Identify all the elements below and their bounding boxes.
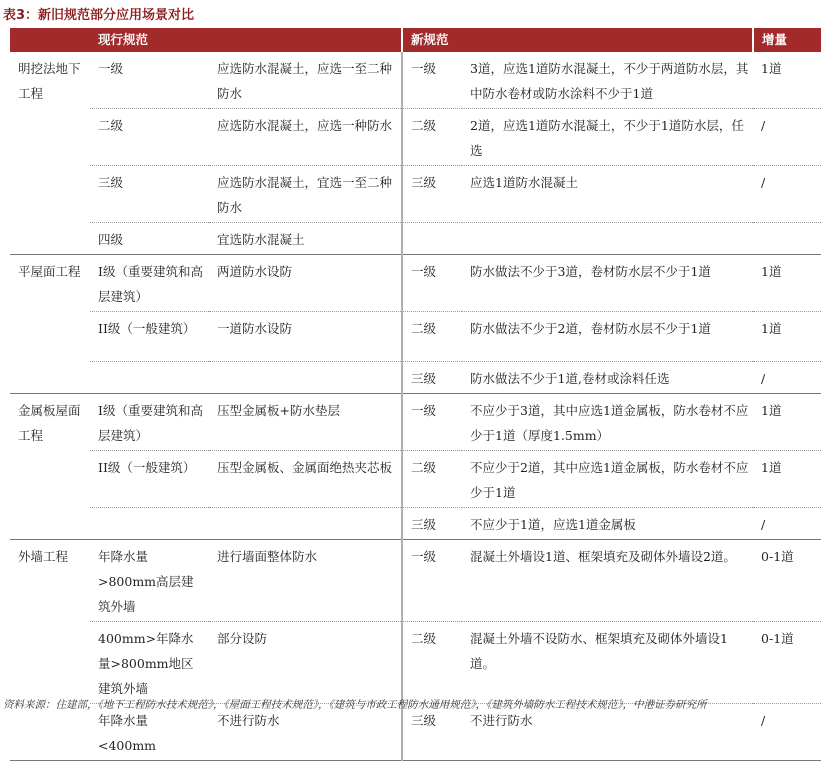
- new-desc-cell: 2道，应选1道防水混凝土，不少于1道防水层，任选: [462, 109, 753, 166]
- table-row: [10, 622, 821, 704]
- table-body: [10, 52, 821, 761]
- header-increment: 增量: [753, 28, 821, 52]
- current-level-cell: 三级: [90, 166, 209, 223]
- current-desc-cell: 应选防水混凝土，应选一种防水: [209, 109, 402, 166]
- new-level-cell: 一级: [402, 52, 462, 109]
- table-row: [10, 540, 821, 622]
- new-desc-cell: 混凝土外墙不设防水、框架填充及砌体外墙设1道。: [462, 622, 753, 704]
- current-desc-cell: [209, 508, 402, 540]
- increment-cell: 1道: [753, 255, 821, 312]
- current-desc-cell: 部分设防: [209, 622, 402, 704]
- table-row: [10, 362, 821, 394]
- increment-cell: 0-1道: [753, 540, 821, 622]
- new-level-cell: 三级: [402, 704, 462, 761]
- new-level-cell: 一级: [402, 540, 462, 622]
- new-desc-cell: 应选1道防水混凝土: [462, 166, 753, 223]
- current-level-cell: 400mm>年降水量>800mm地区建筑外墙: [90, 622, 209, 704]
- table-row: [10, 109, 821, 166]
- current-level-cell: I级（重要建筑和高层建筑）: [90, 394, 209, 451]
- new-desc-cell: 3道，应选1道防水混凝土，不少于两道防水层，其中防水卷材或防水涂料不少于1道: [462, 52, 753, 109]
- table-row: [10, 394, 821, 451]
- current-desc-cell: 压型金属板+防水垫层: [209, 394, 402, 451]
- new-level-cell: 二级: [402, 622, 462, 704]
- current-desc-cell: 宜选防水混凝土: [209, 223, 402, 255]
- category-cell: 金属板屋面工程: [10, 394, 90, 540]
- increment-cell: 1道: [753, 52, 821, 109]
- new-desc-cell: 防水做法不少于1道,卷材或涂料任选: [462, 362, 753, 394]
- increment-cell: /: [753, 109, 821, 166]
- new-level-cell: [402, 223, 462, 255]
- new-desc-cell: 防水做法不少于3道，卷材防水层不少于1道: [462, 255, 753, 312]
- current-level-cell: 年降水量>800mm高层建筑外墙: [90, 540, 209, 622]
- new-level-cell: 一级: [402, 255, 462, 312]
- category-cell: 平屋面工程: [10, 255, 90, 394]
- table-row: [10, 508, 821, 540]
- header-current-spec: 现行规范: [90, 28, 402, 52]
- current-level-cell: [90, 362, 209, 394]
- current-desc-cell: 应选防水混凝土，宜选一至二种防水: [209, 166, 402, 223]
- current-level-cell: II级（一般建筑）: [90, 312, 209, 362]
- current-desc-cell: 压型金属板、金属面绝热夹芯板: [209, 451, 402, 508]
- table-row: [10, 312, 821, 362]
- new-level-cell: 三级: [402, 508, 462, 540]
- header-new-spec: 新规范: [402, 28, 753, 52]
- table-row: [10, 223, 821, 255]
- current-level-cell: 四级: [90, 223, 209, 255]
- new-desc-cell: 不进行防水: [462, 704, 753, 761]
- table-row: [10, 451, 821, 508]
- comparison-table: [10, 28, 821, 761]
- new-level-cell: 二级: [402, 451, 462, 508]
- table-title: 表3：新旧规范部分应用场景对比: [3, 8, 195, 23]
- header-blank: [10, 28, 90, 52]
- current-desc-cell: 两道防水设防: [209, 255, 402, 312]
- new-desc-cell: 防水做法不少于2道，卷材防水层不少于1道: [462, 312, 753, 362]
- current-level-cell: 二级: [90, 109, 209, 166]
- new-level-cell: 二级: [402, 109, 462, 166]
- increment-cell: 1道: [753, 451, 821, 508]
- new-level-cell: 二级: [402, 312, 462, 362]
- current-desc-cell: 不进行防水: [209, 704, 402, 761]
- new-desc-cell: 不应少于2道，其中应选1道金属板，防水卷材不应少于1道: [462, 451, 753, 508]
- increment-cell: /: [753, 508, 821, 540]
- increment-cell: [753, 223, 821, 255]
- new-level-cell: 三级: [402, 362, 462, 394]
- increment-cell: 0-1道: [753, 622, 821, 704]
- new-desc-cell: [462, 223, 753, 255]
- table-row: [10, 255, 821, 312]
- increment-cell: /: [753, 704, 821, 761]
- table-row: [10, 704, 821, 761]
- increment-cell: /: [753, 362, 821, 394]
- current-level-cell: II级（一般建筑）: [90, 451, 209, 508]
- current-desc-cell: 应选防水混凝土，应选一至二种防水: [209, 52, 402, 109]
- new-level-cell: 一级: [402, 394, 462, 451]
- increment-cell: 1道: [753, 312, 821, 362]
- current-desc-cell: 一道防水设防: [209, 312, 402, 362]
- current-desc-cell: 进行墙面整体防水: [209, 540, 402, 622]
- table-row: [10, 166, 821, 223]
- source-note: 资料来源：住建部，《地下工程防水技术规范》，《屋面工程技术规范》，《建筑与市政工程防水通用规范》，《建筑外墙防水工程技术规范》，中港证券研究所: [3, 699, 707, 711]
- new-desc-cell: 混凝土外墙设1道、框架填充及砌体外墙设2道。: [462, 540, 753, 622]
- category-cell: 外墙工程: [10, 540, 90, 761]
- table-row: [10, 52, 821, 109]
- new-desc-cell: 不应少于3道，其中应选1道金属板，防水卷材不应少于1道（厚度1.5mm）: [462, 394, 753, 451]
- current-level-cell: 一级: [90, 52, 209, 109]
- table-header-row: [10, 28, 821, 52]
- current-desc-cell: [209, 362, 402, 394]
- category-cell: 明挖法地下工程: [10, 52, 90, 255]
- increment-cell: 1道: [753, 394, 821, 451]
- new-desc-cell: 不应少于1道，应选1道金属板: [462, 508, 753, 540]
- current-level-cell: 年降水量<400mm: [90, 704, 209, 761]
- current-level-cell: I级（重要建筑和高层建筑）: [90, 255, 209, 312]
- new-level-cell: 三级: [402, 166, 462, 223]
- increment-cell: /: [753, 166, 821, 223]
- current-level-cell: [90, 508, 209, 540]
